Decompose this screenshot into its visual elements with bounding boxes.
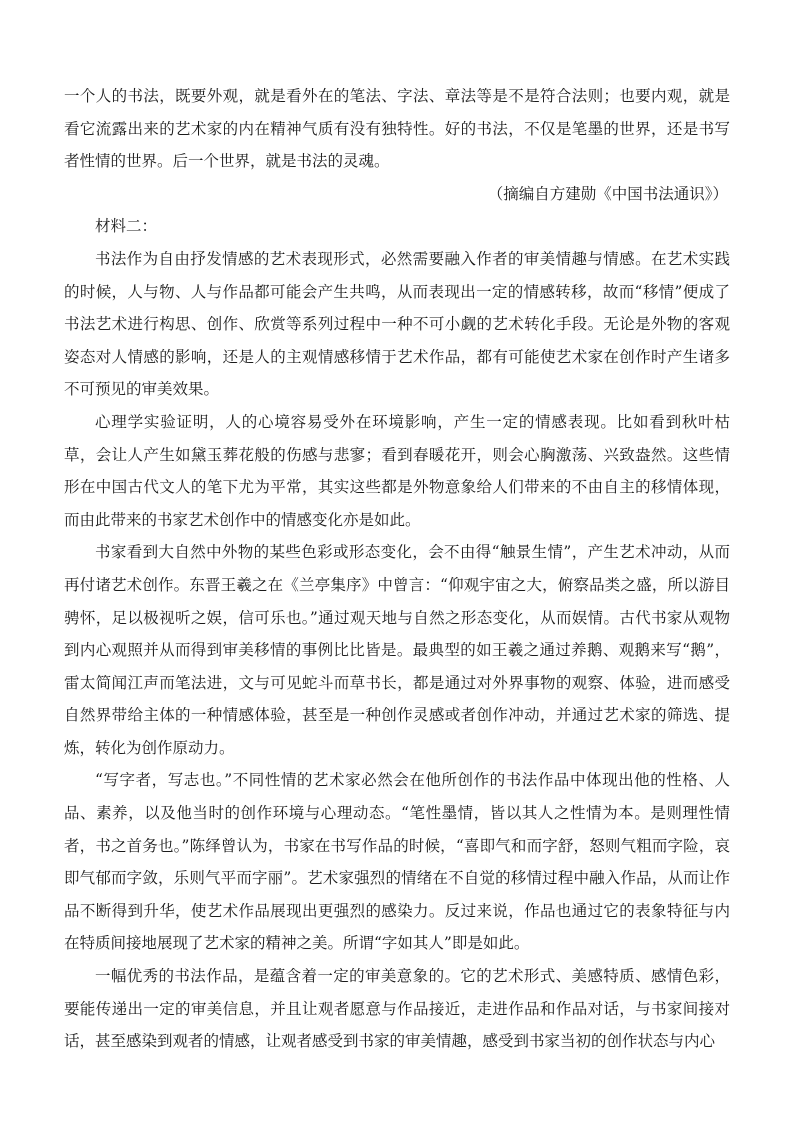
section-heading: 材料二： bbox=[95, 217, 158, 236]
paragraph: 书家看到大自然中外物的某些色彩或形态变化，会不由得“触景生情”，产生艺术冲动，从而再付诸艺术创作。东晋王羲之在《兰亭集序》中曾言：“仰观宇宙之大，俯察品类之盛，所以游目骋怀，足以极视听之娱，信可乐也。”通过观天地与自然之形态变化，从而娱情。古代书家从观物到内心观照并从而得到审美移情的事例比比皆是。最典型的如王羲之通过养鹅、观鹅来写“鹅”，雷太简闻江声而笔法进，文与可见蛇斗而草书长，都是通过对外界事物的观察、体验，进而感受自然界带给主体的一种情感体验，甚至是一种创作灵感或者创作冲动，并通过艺术家的筛选、提炼，转化为创作原动力。 bbox=[64, 543, 730, 757]
paragraph: 心理学实验证明，人的心境容易受外在环境影响，产生一定的情感表现。比如看到秋叶枯草，会让人产生如黛玉葬花般的伤感与悲寥；看到春暖花开，则会心胸激荡、兴致盎然。这些情形在中国古代文人的笔下尤为平常，其实这些都是外物意象给人们带来的不由自主的移情体现，而由此带来的书家艺术创作中的情感变化亦是如此。 bbox=[64, 412, 730, 529]
document-page bbox=[64, 80, 730, 1058]
paragraph-intro: 一个人的书法，既要外观，就是看外在的笔法、字法、章法等是不是符合法则；也要内观，就是看它流露出来的艺术家的内在精神气质有没有独特性。好的书法，不仅是笔墨的世界，还是书写者性情的世界。后一个世界，就是书法的灵魂。 bbox=[64, 87, 730, 171]
paragraph: “写字者，写志也。”不同性情的艺术家必然会在他所创作的书法作品中体现出他的性格、人品、素养，以及他当时的创作环境与心理动态。“笔性墨情，皆以其人之性情为本。是则理性情者，书之首务也。”陈绎曾认为，书家在书写作品的时候，“喜即气和而字舒，怒则气粗而字险，哀即气郁而字敛，乐则气平而字丽”。艺术家强烈的情绪在不自觉的移情过程中融入作品，从而让作品不断得到升华，使艺术作品展现出更强烈的感染力。反过来说，作品也通过它的表象特征与内在特质间接地展现了艺术家的精神之美。所谓“字如其人”即是如此。 bbox=[64, 771, 730, 953]
source-citation: （摘编自方建勋《中国书法通识》） bbox=[487, 184, 728, 203]
paragraph: 一幅优秀的书法作品，是蕴含着一定的审美意象的。它的艺术形式、美感特质、感情色彩，要能传递出一定的审美信息，并且让观者愿意与作品接近，走进作品和作品对话，与书家间接对话，甚至感染到观者的情感，让观者感受到书家的审美情趣，感受到书家当初的创作状态与内心 bbox=[64, 967, 730, 1051]
paragraph: 书法作为自由抒发情感的艺术表现形式，必然需要融入作者的审美情趣与情感。在艺术实践的时候，人与物、人与作品都可能会产生共鸣，从而表现出一定的情感转移，故而“移情”便成了书法艺术进行构思、创作、欣赏等系列过程中一种不可小觑的艺术转化手段。无论是外物的客观姿态对人情感的影响，还是人的主观情感移情于艺术作品，都有可能使艺术家在创作时产生诸多不可预见的审美效果。 bbox=[64, 249, 730, 399]
